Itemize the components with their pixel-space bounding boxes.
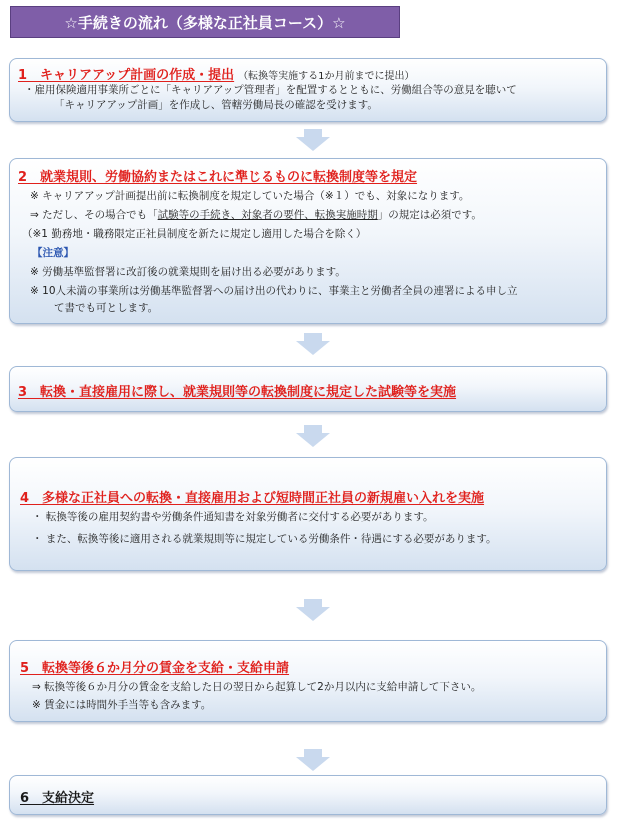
- step-5-title: 5 転換等後６か月分の賃金を支給・支給申請: [20, 661, 290, 676]
- step-4-line-1: ・ 転換等後の雇用契約書や労働条件通知書を対象労働者に交付する必要があります。: [32, 511, 434, 523]
- step-1-title-text: 1 キャリアアップ計画の作成・提出: [18, 68, 235, 83]
- step-5-line-1: ⇒ 転換等後６か月分の賃金を支給した日の翌日から起算して2か月以内に支給申請して下さい。: [32, 681, 482, 693]
- down-arrow-icon: [296, 129, 330, 151]
- step-3-box: [9, 366, 607, 412]
- step-5-box: [9, 640, 607, 722]
- down-arrow-icon: [296, 425, 330, 447]
- step-2-line-4: ※ 労働基準監督署に改訂後の就業規則を届け出る必要があります。: [30, 266, 346, 278]
- step-5-line-2: ※ 賃金には時間外手当等も含みます。: [32, 699, 212, 711]
- step-4-line-2: ・ また、転換等後に適用される就業規則等に規定している労働条件・待遇にする必要があります。: [32, 533, 497, 545]
- step-2-line-1: ※ キャリアアップ計画提出前に転換制度を規定していた場合（※１）でも、対象になります。: [30, 190, 470, 202]
- step-4-box: [9, 457, 607, 571]
- down-arrow-icon: [296, 749, 330, 771]
- page-title: ☆手続きの流れ（多様な正社員コース）☆: [10, 6, 400, 38]
- step-2-line-2-a: ⇒ ただし、その場合でも「: [30, 209, 158, 221]
- down-arrow-icon: [296, 599, 330, 621]
- step-2-line-5: ※ 10人未満の事業所は労働基準監督署への届け出の代わりに、事業主と労働者全員の連署による申し立: [30, 285, 518, 297]
- step-2-caution-label: 【注意】: [32, 247, 74, 259]
- step-4-title: 4 多様な正社員への転換・直接雇用および短時間正社員の新規雇い入れを実施: [20, 491, 485, 506]
- step-2-line-2: [30, 208, 482, 222]
- step-2-line-2-highlight: 試験等の手続き、対象者の要件、転換実施時期: [157, 209, 378, 221]
- step-1-note: （転換等実施する1か月前までに提出）: [238, 71, 415, 82]
- step-6-title: 6 支給決定: [20, 791, 95, 806]
- step-3-title: 3 転換・直接雇用に際し、就業規則等の転換制度に規定した試験等を実施: [18, 385, 457, 400]
- step-2-line-6: て書でも可とします。: [54, 302, 159, 314]
- step-2-title: 2 就業規則、労働協約またはこれに準じるものに転換制度等を規定: [18, 170, 418, 185]
- step-1-line-1: ・雇用保険適用事業所ごとに「キャリアアップ管理者」を配置するとともに、労働組合等の意見を聴いて: [24, 84, 517, 96]
- step-1-title: [18, 64, 415, 83]
- down-arrow-icon: [296, 333, 330, 355]
- step-6-box: [9, 775, 607, 815]
- step-1-box: [9, 58, 607, 122]
- step-1-line-2: 「キャリアアップ計画」を作成し、管轄労働局長の確認を受けます。: [54, 99, 378, 111]
- step-2-line-3: （※1 勤務地・職務限定正社員制度を新たに規定し適用した場合を除く）: [22, 228, 367, 240]
- step-2-line-2-b: 」の規定は必須です。: [377, 209, 482, 221]
- step-2-box: [9, 158, 607, 324]
